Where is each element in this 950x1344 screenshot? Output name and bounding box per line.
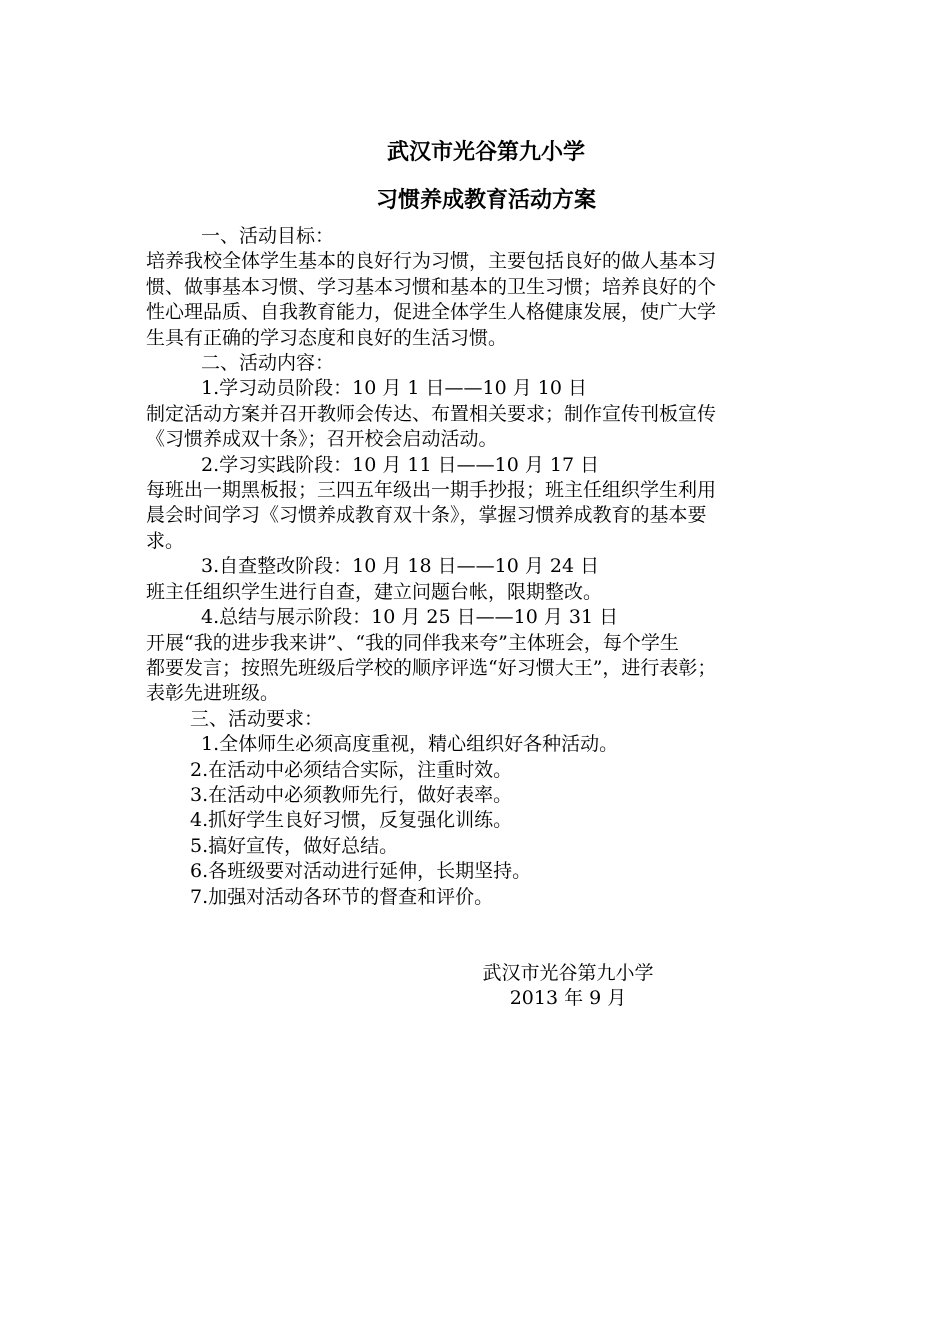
document-title-plan: 习惯养成教育活动方案: [375, 187, 596, 213]
document-title-school: 武汉市光谷第九小学: [386, 139, 585, 165]
paragraph-line: 性心理品质、自我教育能力，促进全体学生人格健康发展，使广大学: [146, 301, 717, 324]
signature-block: [146, 961, 826, 1013]
paragraph-line: 开展“我的进步我来讲”、“我的同伴我来夸”主体班会，每个学生: [146, 631, 679, 654]
paragraph-line: 班主任组织学生进行自查，建立问题台帐，限期整改。: [146, 580, 603, 603]
section-content: [146, 351, 826, 707]
signature-date: 2013 年 9 月: [509, 987, 627, 1010]
paragraph-line: 《习惯养成双十条》；召开校会启动活动。: [146, 428, 498, 451]
signature-org: 武汉市光谷第九小学: [482, 961, 654, 984]
section-heading: 二、活动内容：: [201, 352, 335, 375]
stage-title: 1.学习动员阶段：10 月 1 日——10 月 10 日: [201, 377, 587, 400]
paragraph-line: 表彰先进班级。: [146, 682, 280, 705]
stage-title: 3.自查整改阶段：10 月 18 日——10 月 24 日: [201, 555, 600, 578]
signature-spacer: [146, 910, 826, 961]
paragraph-line: 惯、做事基本习惯、学习基本习惯和基本的卫生习惯；培养良好的个: [146, 275, 717, 298]
requirement-item: 6.各班级要对活动进行延伸，长期坚持。: [190, 860, 532, 883]
paragraph-line: 生具有正确的学习态度和良好的生活习惯。: [146, 326, 508, 349]
section-requirements: [146, 707, 826, 910]
document-page: [146, 128, 826, 1013]
paragraph-line: 晨会时间学习《习惯养成教育双十条》，掌握习惯养成教育的基本要: [146, 504, 707, 527]
requirement-item: 3.在活动中必须教师先行，做好表率。: [190, 783, 513, 806]
paragraph-line: 都要发言；按照先班级后学校的顺序评选“好习惯大王”，进行表彰；: [146, 656, 717, 679]
paragraph-line: 培养我校全体学生基本的良好行为习惯，主要包括良好的做人基本习: [146, 250, 717, 273]
requirement-item: 2.在活动中必须结合实际，注重时效。: [190, 758, 513, 781]
section-goals: [146, 224, 826, 351]
paragraph-line: 每班出一期黑板报；三四五年级出一期手抄报；班主任组织学生利用: [146, 479, 717, 502]
requirement-item: 4.抓好学生良好习惯，反复强化训练。: [190, 809, 513, 832]
requirement-item: 7.加强对活动各环节的督查和评价。: [190, 885, 494, 908]
requirement-item: 1.全体师生必须高度重视，精心组织好各种活动。: [201, 733, 619, 756]
paragraph-line: 求。: [146, 529, 185, 552]
section-heading: 一、活动目标：: [201, 225, 335, 247]
section-heading: 三、活动要求：: [190, 707, 324, 730]
requirement-item: 5.搞好宣传，做好总结。: [190, 834, 399, 857]
paragraph-line: 制定活动方案并召开教师会传达、布置相关要求；制作宣传刊板宣传: [146, 402, 717, 425]
stage-title: 4.总结与展示阶段：10 月 25 日——10 月 31 日: [201, 606, 619, 629]
stage-title: 2.学习实践阶段：10 月 11 日——10 月 17 日: [201, 453, 600, 476]
